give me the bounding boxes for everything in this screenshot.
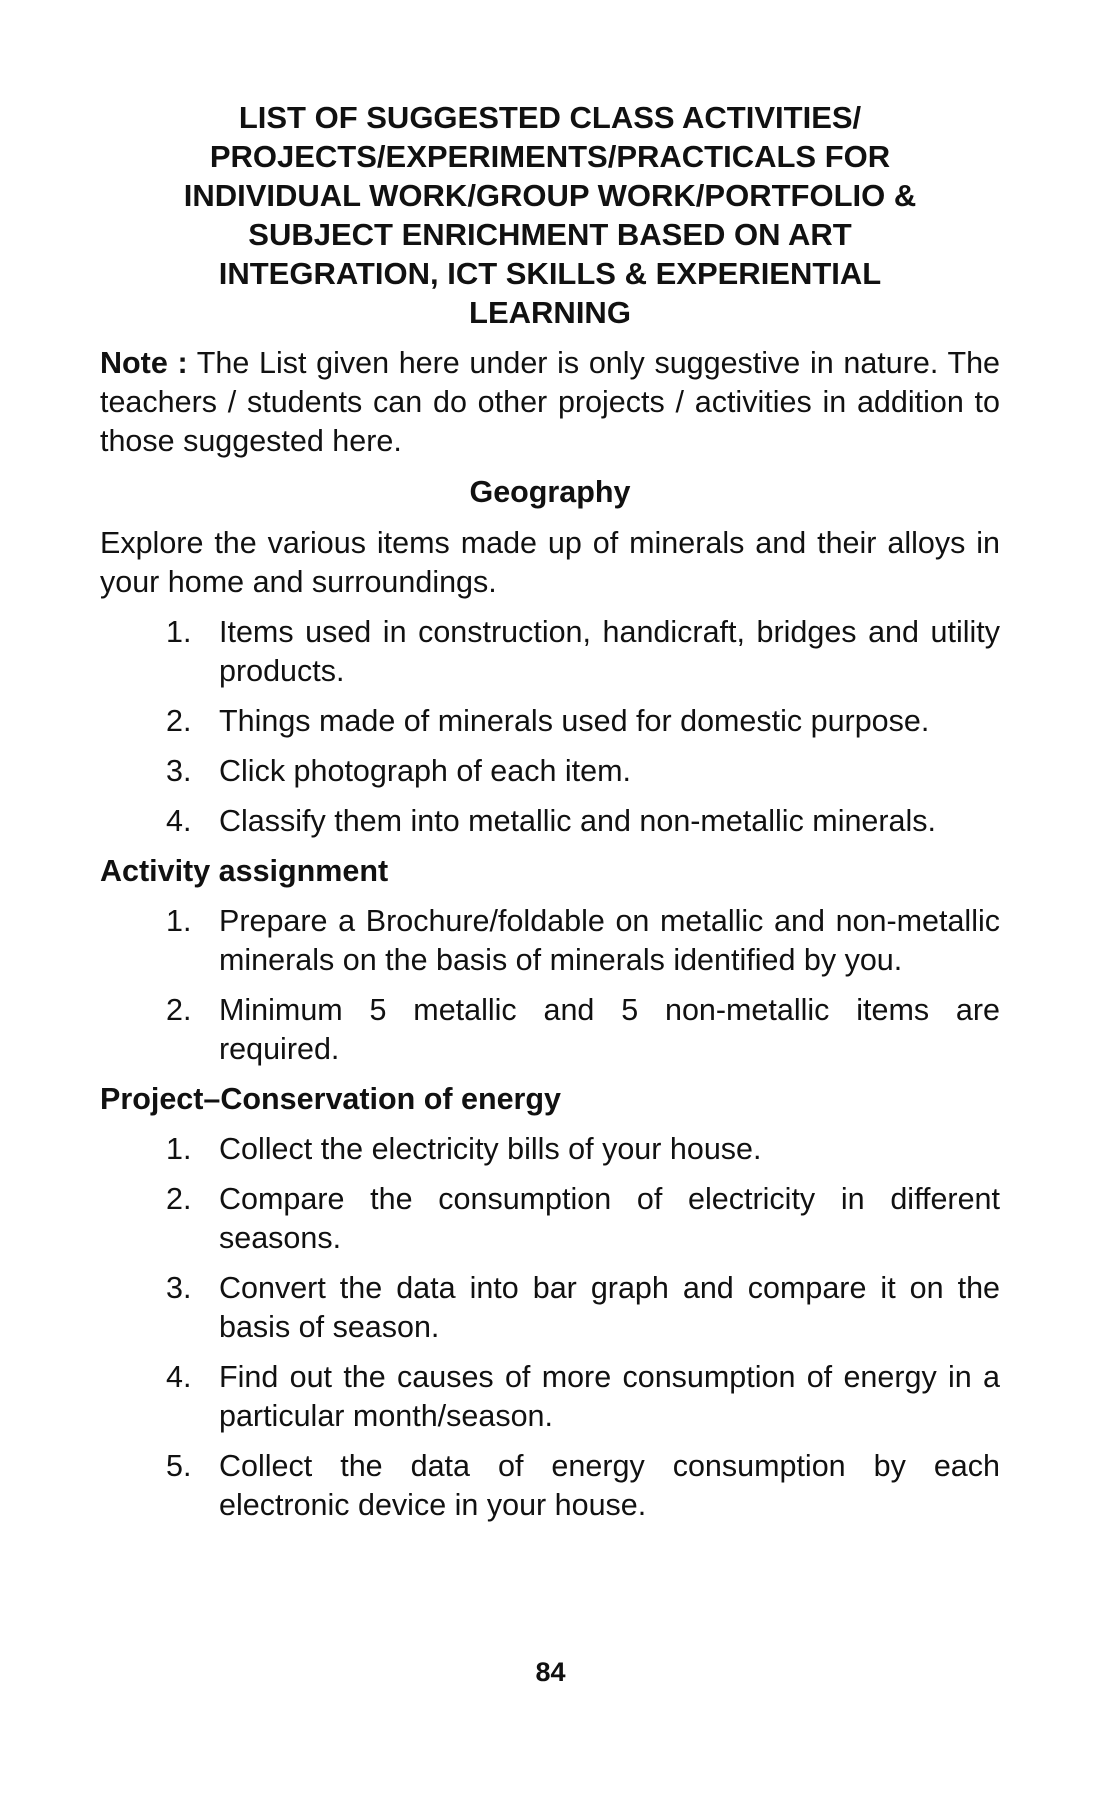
list-item bbox=[100, 1130, 1000, 1169]
note-label: Note : bbox=[100, 346, 188, 380]
project-list bbox=[100, 1130, 1000, 1525]
list-number: 1. bbox=[166, 615, 192, 649]
list-item bbox=[100, 1180, 1000, 1258]
geography-intro: Explore the various items made up of minerals and their alloys in your home and surroundings. bbox=[100, 526, 1000, 599]
list-text: Classify them into metallic and non-metallic minerals. bbox=[219, 804, 937, 838]
list-text: Collect the data of energy consumption by each electronic device in your house. bbox=[219, 1449, 1000, 1522]
title-line: LEARNING bbox=[469, 295, 631, 330]
title-line: PROJECTS/EXPERIMENTS/PRACTICALS FOR bbox=[209, 139, 891, 174]
title-line: INDIVIDUAL WORK/GROUP WORK/PORTFOLIO & bbox=[183, 178, 917, 213]
page-content bbox=[100, 98, 1000, 1525]
note-paragraph bbox=[100, 344, 1000, 461]
list-item bbox=[100, 1358, 1000, 1436]
list-text: Items used in construction, handicraft, bridges and utility products. bbox=[219, 615, 1000, 688]
activity-list bbox=[100, 902, 1000, 1069]
title-line: LIST OF SUGGESTED CLASS ACTIVITIES/ bbox=[238, 100, 862, 135]
list-number: 5. bbox=[166, 1449, 192, 1483]
page-title bbox=[130, 98, 970, 332]
list-text: Minimum 5 metallic and 5 non-metallic items are required. bbox=[219, 993, 1000, 1066]
list-number: 4. bbox=[166, 1360, 192, 1394]
list-item bbox=[100, 702, 1000, 741]
list-number: 2. bbox=[166, 704, 192, 738]
project-heading: Project–Conservation of energy bbox=[100, 1082, 562, 1116]
list-text: Convert the data into bar graph and compare it on the basis of season. bbox=[219, 1271, 1000, 1344]
list-item bbox=[100, 1447, 1000, 1525]
list-text: Find out the causes of more consumption of energy in a particular month/season. bbox=[219, 1360, 1000, 1433]
list-number: 3. bbox=[166, 754, 192, 788]
list-number: 2. bbox=[166, 1182, 192, 1216]
geography-heading: Geography bbox=[469, 475, 631, 509]
geography-list bbox=[100, 613, 1000, 841]
page-number: 84 bbox=[535, 1657, 566, 1687]
list-text: Prepare a Brochure/foldable on metallic and non-metallic minerals on the basis of minerals identified by you. bbox=[219, 904, 1000, 977]
list-text: Click photograph of each item. bbox=[219, 754, 631, 788]
list-item bbox=[100, 802, 1000, 841]
list-number: 1. bbox=[166, 1132, 192, 1166]
title-line: SUBJECT ENRICHMENT BASED ON ART bbox=[248, 217, 852, 252]
title-line: INTEGRATION, ICT SKILLS & EXPERIENTIAL bbox=[218, 256, 882, 291]
list-number: 2. bbox=[166, 993, 192, 1027]
activity-heading: Activity assignment bbox=[100, 854, 389, 888]
list-item bbox=[100, 902, 1000, 980]
list-text: Collect the electricity bills of your house. bbox=[219, 1132, 762, 1166]
list-item bbox=[100, 1269, 1000, 1347]
list-item bbox=[100, 991, 1000, 1069]
list-text: Compare the consumption of electricity in different seasons. bbox=[219, 1182, 1000, 1255]
list-text: Things made of minerals used for domestic purpose. bbox=[219, 704, 930, 738]
note-text: The List given here under is only suggestive in nature. The teachers / students can do other projects / activities in addition to those suggested here. bbox=[100, 346, 1000, 458]
list-number: 4. bbox=[166, 804, 192, 838]
list-item bbox=[100, 613, 1000, 691]
list-item bbox=[100, 752, 1000, 791]
list-number: 1. bbox=[166, 904, 192, 938]
list-number: 3. bbox=[166, 1271, 192, 1305]
